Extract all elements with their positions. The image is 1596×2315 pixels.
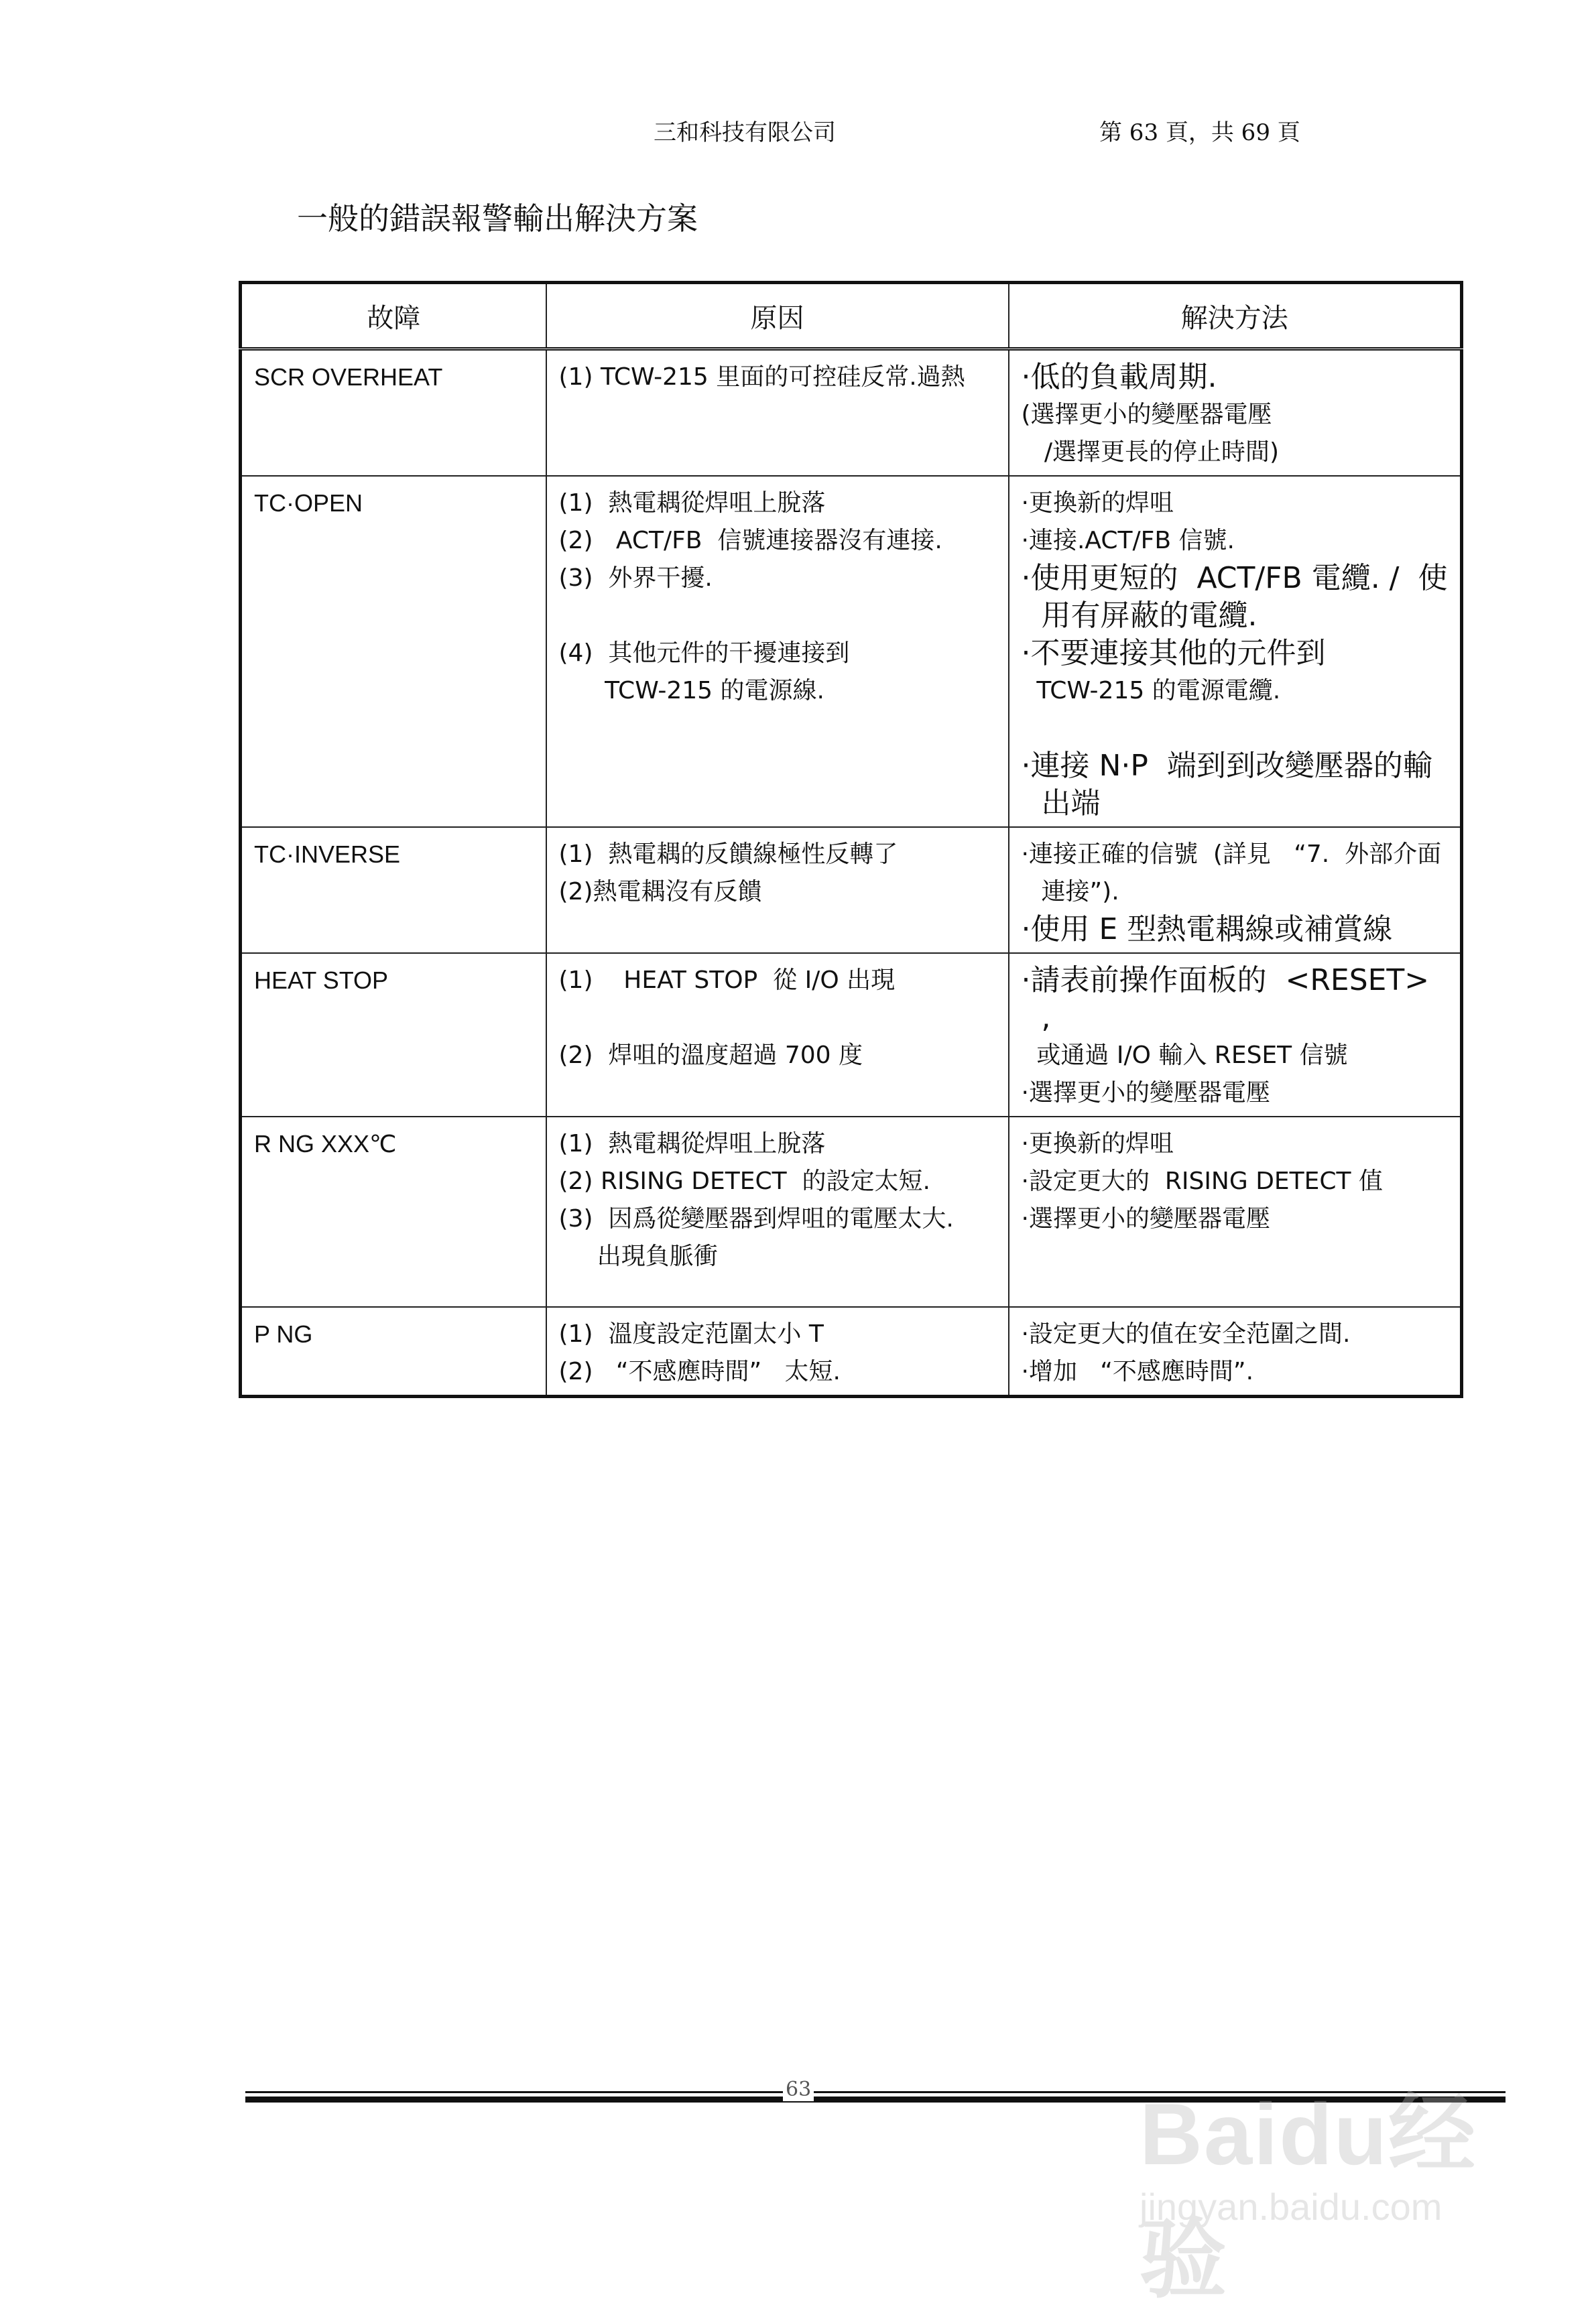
fault-cell: SCR OVERHEAT: [241, 349, 546, 477]
baidu-watermark: [1113, 2038, 1515, 2308]
cause-cell: [546, 1307, 1009, 1397]
solution-line: ·不要連接其他的元件到: [1021, 636, 1326, 670]
cause-line: (2) “不感應時間” 太短.: [558, 1358, 841, 1385]
solution-line: ·更換新的焊咀: [1021, 1130, 1174, 1158]
table-row: [241, 1307, 1462, 1397]
header-company: 三和科技有限公司: [654, 119, 836, 146]
cause-line: (2) RISING DETECT 的設定太短.: [558, 1168, 930, 1195]
solution-line: ·使用 E 型熱電耦線或補賞線: [1021, 912, 1393, 946]
solution-line: ·設定更大的 RISING DETECT 值: [1021, 1168, 1383, 1195]
solution-cell: [1009, 1307, 1462, 1397]
solution-line: ·低的負載周期.: [1021, 360, 1217, 394]
cause-line: 出現負脈衝: [558, 1243, 718, 1270]
column-header-cause: 原因: [546, 283, 1009, 349]
solution-line: (選擇更小的變壓器電壓: [1021, 401, 1272, 428]
page-title: 一般的錯誤報警輸出解決方案: [297, 200, 698, 237]
cause-cell: [546, 349, 1009, 477]
cause-line: [559, 597, 996, 635]
table-row: [241, 1117, 1462, 1307]
column-header-solution: 解決方法: [1009, 283, 1462, 349]
solution-cell: [1009, 1117, 1462, 1307]
cause-line: (2)熱電耦沒有反饋: [558, 878, 762, 905]
cause-line: (3) 外界干擾.: [558, 564, 713, 592]
solution-line: [1022, 710, 1449, 747]
solution-line: ·選擇更小的變壓器電壓: [1021, 1205, 1270, 1233]
table-row: [241, 476, 1462, 827]
solution-line: ·連接正確的信號 (詳見 “7. 外部介面連接”).: [1021, 840, 1442, 905]
solution-line: /選擇更長的停止時間): [1021, 438, 1280, 466]
cause-line: (1) 熱電耦從焊咀上脫落: [558, 1130, 826, 1158]
solution-cell: [1009, 827, 1462, 953]
solution-line: ·選擇更小的變壓器電壓: [1021, 1079, 1270, 1107]
cause-line: (1) TCW-215 里面的可控硅反常.過熱: [558, 363, 965, 391]
header-page-info: 第 63 頁，共 69 頁: [1099, 119, 1300, 146]
column-header-fault: 故障: [241, 283, 546, 349]
table-row: [241, 827, 1462, 953]
solution-cell: [1009, 349, 1462, 477]
cause-line: (1) 溫度設定范圍太小 T: [558, 1320, 824, 1348]
fault-cell: R NG XXX℃: [241, 1117, 546, 1307]
solution-line: ·增加 “不感應時間”.: [1021, 1358, 1254, 1385]
solution-line: ·連接.ACT/FB 信號.: [1021, 527, 1235, 554]
cause-line: (2) 焊咀的溫度超過 700 度: [558, 1042, 863, 1069]
cause-cell: [546, 827, 1009, 953]
cause-line: (1) 熱電耦從焊咀上脫落: [558, 489, 826, 517]
error-alarm-table: [239, 281, 1463, 1398]
cause-line: TCW-215 的電源線.: [558, 677, 824, 704]
cause-line: (1) 熱電耦的反饋線極性反轉了: [558, 840, 898, 868]
table-header-row: [241, 283, 1462, 349]
fault-cell: HEAT STOP: [241, 953, 546, 1117]
cause-line: (1) HEAT STOP 從 I/O 出現: [558, 966, 896, 994]
table-row: [241, 953, 1462, 1117]
solution-line: ·請表前操作面板的 <RESET> ,: [1021, 963, 1439, 1035]
cause-cell: [546, 1117, 1009, 1307]
watermark-logo: Baidu经验: [1140, 2085, 1477, 2308]
table-row: [241, 349, 1462, 477]
cause-cell: [546, 953, 1009, 1117]
page-number: 63: [783, 2078, 814, 2101]
solution-cell: [1009, 476, 1462, 827]
cause-cell: [546, 476, 1009, 827]
solution-line: ·更換新的焊咀: [1021, 489, 1174, 517]
cause-line: [559, 999, 996, 1037]
solution-line: ·設定更大的值在安全范圍之間.: [1021, 1320, 1351, 1348]
fault-cell: TC·INVERSE: [241, 827, 546, 953]
fault-cell: P NG: [241, 1307, 546, 1397]
cause-line: (2) ACT/FB 信號連接器沒有連接.: [558, 527, 942, 554]
cause-line: (4) 其他元件的干擾連接到: [558, 639, 850, 667]
cause-line: (3) 因爲從變壓器到焊咀的電壓太大.: [558, 1205, 954, 1233]
solution-cell: [1009, 953, 1462, 1117]
solution-line: ·使用更短的 ACT/FB 電纜. / 使用有屏蔽的電纜.: [1021, 561, 1448, 633]
solution-line: TCW-215 的電源電纜.: [1021, 677, 1281, 704]
fault-cell: TC·OPEN: [241, 476, 546, 827]
watermark-url: jingyan.baidu.com: [1140, 2186, 1442, 2228]
solution-line: 或通過 I/O 輸入 RESET 信號: [1021, 1042, 1348, 1069]
solution-line: ·連接 N·P 端到到改變壓器的輸出端: [1021, 749, 1432, 820]
